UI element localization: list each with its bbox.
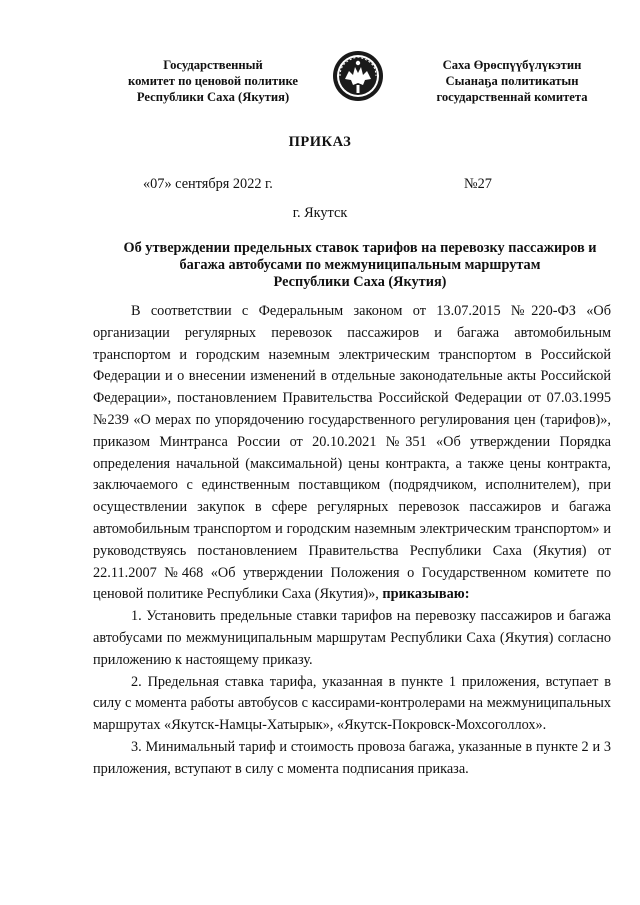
header-left-line: Республики Саха (Якутия)	[136, 90, 290, 104]
preamble-paragraph	[93, 301, 611, 606]
coat-of-arms-emblem-icon	[331, 49, 385, 103]
header-right-sah	[408, 57, 616, 105]
order-word: приказываю:	[382, 586, 470, 603]
header-left-ru	[108, 57, 318, 105]
item-1-paragraph: 1. Установить предельные ставки тарифов на перевозку пассажиров и багажа автобусами по межмуниципальным маршрутам Республики Саха (Якутия) согласно приложению к настоящему приказу.	[93, 608, 611, 668]
order-number: №27	[464, 176, 492, 192]
subject-line: Об утверждении предельных ставок тарифов на перевозку пассажиров и	[123, 240, 597, 256]
preamble-text: В соответствии с Федеральным законом от 13.07.2015 №220-ФЗ «Об организации регулярных перевозок пассажиров и багажа автомобильным транспортом и городским наземным электрическим транспортом в Российской Федерации и о внесении изменений в отдельные законодательные акты Российской Федерации», постановлением Правительства Российской Федерации от 07.03.1995 №239 «О мерах по упорядочению государственного регулирования цен (тарифов)», приказом Минтранса России от 20.10.2021 №351 «Об утверждении Порядка определения начальной (максимальной) цены контракта, а также цены контракта, заключаемого с единственным поставщиком (подрядчиком, исполнителем), при осуществлении закупок в сфере регулярных перевозок пассажиров и багажа автомобильным транспортом и городским наземным электрическим транспортом» и руководствуясь постановлением Правительства Республики Саха (Якутия) от 22.11.2007 №468 «Об утверждении Положения о Государственном комитете по ценовой политике Республики Саха (Якутия)»,	[93, 303, 611, 603]
header-right-line: государственнай комитета	[436, 90, 588, 104]
item-3-paragraph: 3. Минимальный тариф и стоимость провоза багажа, указанные в пункте 2 и 3 приложения, вступают в силу с момента подписания приказа.	[93, 738, 611, 777]
order-city: г. Якутск	[292, 205, 348, 221]
header-left-line: комитет по ценовой политике	[128, 74, 298, 88]
header-left-line: Государственный	[163, 58, 263, 72]
subject-line: багажа автобусами по межмуниципальным маршрутам	[179, 257, 541, 273]
order-body	[93, 301, 611, 781]
header-right-line: Саха Өрөспүүбүлүкэтин	[442, 58, 582, 72]
order-date: «07» сентября 2022 г.	[143, 176, 273, 192]
item-2-paragraph: 2. Предельная ставка тарифа, указанная в пункте 1 приложения, вступает в силу с момента работы автобусов с кассирами-контролерами на межмуниципальных маршрутах «Якутск-Намцы-Хатырык», «Якутск-Покровск-Мохсоголлох».	[93, 673, 611, 734]
document-title: ПРИКАЗ	[288, 134, 352, 150]
header-right-line: Сыанаҕа политикатын	[445, 74, 579, 88]
subject-line: Республики Саха (Якутия)	[273, 274, 447, 290]
order-subject	[100, 240, 620, 291]
